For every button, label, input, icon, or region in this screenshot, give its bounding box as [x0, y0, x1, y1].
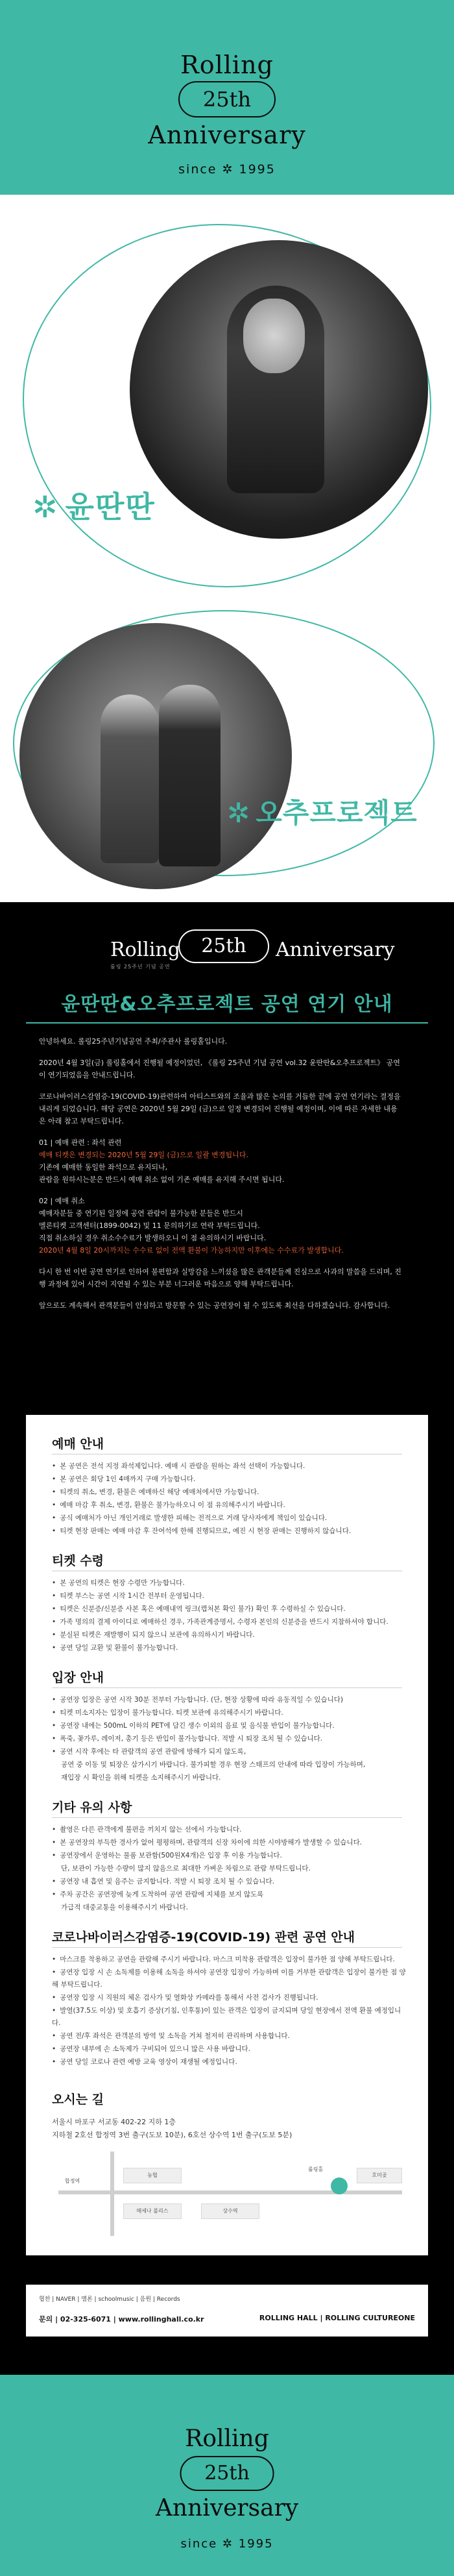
list-item: • 예매 마감 후 취소, 변경, 환불은 불가능하오니 이 점 유의해주시기 바랍니다.: [52, 1499, 409, 1512]
location-map[interactable]: [52, 2152, 405, 2236]
ticket-title: 티켓 수령: [52, 1554, 104, 1568]
brand-since: since ✲ 1995: [180, 2537, 274, 2551]
location-directions: 지하철 2호선 합정역 3번 출구(도보 10분), 6호선 상수역 1번 출구(도보 5분): [52, 2131, 293, 2139]
top-brand-band: [0, 0, 454, 195]
list-item: • 공연장 입장 시 손 소독제를 이용해 소독을 하셔야 공연장 입장이 가능하며 이를 거부한 관람객은 입장이 불가한 점 양해 부탁드립니다.: [52, 1967, 409, 1991]
notice-title: 윤딴딴&오추프로젝트 공연 연기 안내: [61, 993, 393, 1016]
notice-greeting: 안녕하세요. 롤링25주년기념공연 주최/주관사 롤링홀입니다.: [39, 1037, 228, 1046]
artist1-name-text: 윤딴딴: [65, 489, 156, 524]
map-label-sangsu: 상수역: [201, 2203, 259, 2219]
list-item: • 티켓 현장 판매는 예매 마감 후 잔여석에 한해 진행되므로, 예진 시 현장 판매는 진행하지 않습니다.: [52, 1525, 409, 1538]
list-item: • 공식 예매처가 아닌 개인거래로 발생한 피해는 전적으로 거래 당사자에게 책임이 있습니다.: [52, 1512, 409, 1525]
contact-info: 문의 | 02-325-6071 | www.rollinghall.co.kr: [39, 2315, 204, 2324]
item2-line1: 예매자분들 중 연기된 일정에 공연 관람이 불가능한 분들은 반드시: [39, 1209, 243, 1218]
list-item: 재입장 시 확인을 위해 티켓을 소지해주시기 바랍니다.: [61, 1774, 221, 1782]
list-item: • 본 공연은 전석 지정 좌석제입니다. 예매 시 관람을 원하는 좌석 선택이 가능합니다.: [52, 1460, 409, 1473]
map-label-nonghyup: 농협: [123, 2168, 182, 2183]
divider: [52, 1817, 402, 1818]
map-label-hapjeong: 합정역: [65, 2178, 80, 2184]
list-item: • 본 공연의 티켓은 현장 수령만 가능합니다.: [52, 1577, 409, 1589]
artist1-name: [32, 484, 156, 526]
notice-para1: 2020년 4월 3일(금) 롤링홀에서 진행될 예정이었던, 《롤링 25주년 기념 공연 vol.32 윤딴딴&오추프로젝트》 공연이 연기되었음을 안내드립니다.: [39, 1059, 400, 1079]
notice-body: [39, 1035, 402, 1321]
list-item: • 공연장에서 운영하는 물품 보관함(500원X4개)은 입장 후 이용 가능합니다.: [52, 1850, 409, 1862]
brand-rolling: Rolling: [185, 2425, 269, 2452]
sponsor-footer: [26, 2285, 428, 2337]
list-item: 가급적 대중교통을 이용해주시기 바랍니다.: [61, 1904, 188, 1911]
list-item: • 티켓 부스는 공연 시작 1시간 전부터 운영됩니다.: [52, 1590, 409, 1602]
brand-25th-badge: 25th: [180, 2456, 274, 2491]
brand-since: since ✲ 1995: [178, 162, 276, 177]
brand-anniversary: Anniversary: [276, 938, 395, 961]
item2-head: 02 | 예매 취소: [39, 1197, 85, 1205]
notice-item2: [39, 1195, 402, 1257]
list-item: 단, 보관이 가능한 수량이 많지 않음으로 최대한 가벼운 차림으로 관람 부탁드립니다.: [61, 1865, 311, 1872]
item1-head: 01 | 예매 관련 : 좌석 관련: [39, 1138, 122, 1147]
artist1-face: [243, 299, 305, 373]
brand-rolling: Rolling: [180, 51, 274, 79]
list-item: • 공연장 입장은 공연 시작 30분 전부터 가능합니다. (단, 현장 상황에 따라 유동적일 수 있습니다): [52, 1694, 409, 1706]
artist2-name: [227, 792, 418, 831]
list-item: • 폭죽, 꽃가루, 레이저, 총기 등은 반입이 불가능합니다. 적발 시 퇴장 조치 될 수 있습니다.: [52, 1733, 409, 1745]
divider: [26, 1022, 428, 1024]
list-item: • 공연장 입장 시 직원의 체온 검사가 및 열화상 카메라를 통해서 사전 검사가 진행됩니다.: [52, 1992, 409, 2004]
caution-title: 기타 유의 사항: [52, 1800, 132, 1815]
notice-section: [0, 902, 454, 2375]
map-label-mecenatpolis: 메세나 폴리스: [123, 2203, 182, 2219]
list-item: • 본 공연은 회당 1인 4매까지 구매 가능합니다.: [52, 1473, 409, 1486]
item1-line3: 관람을 원하시는분은 반드시 예매 취소 없이 기존 예매를 유지해 주시면 됩니다.: [39, 1175, 285, 1184]
list-item: • 티켓의 취소, 변경, 환불은 예매하신 해당 예매처에서만 가능합니다.: [52, 1486, 409, 1499]
location-address: 서울시 마포구 서교동 402-22 지하 1층: [52, 2118, 176, 2126]
divider: [52, 1947, 402, 1948]
list-item: • 공연 전/후 좌석은 관객분의 방역 및 소독을 거쳐 철저히 관리하며 사용합니다.: [52, 2030, 409, 2042]
list-item: • 본 공연장의 부득한 경사가 없어 평평하며, 관람객의 신장 차이에 의한 시야방해가 발생할 수 있습니다.: [52, 1837, 409, 1849]
artist-photo-section: [0, 195, 454, 902]
item1-line2: 기존에 예매한 동일한 좌석으로 유지되나,: [39, 1163, 168, 1171]
list-item: 공연 중 이동 및 퇴장은 삼가시기 바랍니다. 불가피할 경우 현장 스태프의 안내에 따라 입장이 가능하며,: [61, 1761, 366, 1769]
brand-subtitle: 롤링 25주년 기념 공연: [110, 964, 171, 970]
covid-title: 코로나바이러스감염증-19(COVID-19) 관련 공연 안내: [52, 1930, 355, 1944]
list-item: • 가족 명의의 결제 아이디로 예매하신 경우, 가족관계증명서, 수령자 본인의 신분증을 반드시 지참하셔야 합니다.: [52, 1616, 409, 1628]
item1-line1: 예매 티켓은 변경되는 2020년 5월 29일 (금)으로 일괄 변경됩니다.: [39, 1151, 248, 1159]
caution-list: [52, 1824, 409, 1915]
list-item: • 공연장 내 흡연 및 음주는 금지합니다. 적발 시 퇴장 조치 될 수 있습니다.: [52, 1876, 409, 1888]
brand-anniversary: Anniversary: [155, 2495, 299, 2521]
map-label-homigot: 호미곶: [357, 2168, 402, 2183]
location-text: [52, 2116, 292, 2142]
item2-line2: 멜론티켓 고객센터(1899-0042) 및 11 문의하기로 연락 부탁드립니다.: [39, 1221, 260, 1230]
brand-rolling: Rolling: [110, 938, 180, 961]
star-icon: ✲: [227, 797, 251, 829]
reservation-list: [52, 1460, 409, 1538]
list-item: • 분실된 티켓은 재발행이 되지 않으니 보관에 유의하시기 바랍니다.: [52, 1629, 409, 1641]
map-label-rollinghall: 롤링홀: [308, 2166, 324, 2172]
entry-list: [52, 1694, 409, 1785]
divider: [52, 1687, 402, 1688]
map-pin-icon: [331, 2177, 348, 2194]
item2-line4: 2020년 4월 8일 20시까지는 수수료 없이 전액 환불이 가능하지만 이후에는 수수료가 발생합니다.: [39, 1246, 344, 1255]
bottom-brand-band: [0, 2375, 454, 2576]
artist2-photo: [19, 623, 292, 889]
notice-para3: 다시 한 번 이번 공연 연기로 인하여 불편함과 실망감을 느끼셨을 많은 관객분들께 진심으로 사과의 말씀을 드리며, 진행 과정에 있어 시간이 지연될 수 있는 부분 너그러운 마음으로 양해 부탁드립니다.: [39, 1268, 401, 1288]
item2-line3: 직접 취소하실 경우 취소수수료가 발생하오니 이 점 유의하시기 바랍니다.: [39, 1234, 267, 1242]
list-item: • 공연 당일 교환 및 환불이 불가능합니다.: [52, 1642, 409, 1654]
covid-list: [52, 1954, 409, 2069]
list-item: • 공연 당일 코로나 관련 예방 교육 영상이 재생될 예정입니다.: [52, 2056, 409, 2068]
list-item: • 공연장 내에는 500mL 이하의 PET에 담긴 생수 이외의 음료 및 음식물 반입이 불가능합니다.: [52, 1720, 409, 1732]
list-item: • 발열(37.5도 이상) 및 호흡기 증상(기침, 인후통)이 있는 관객은 입장이 금지되며 당일 현장에서 전액 환불 예정입니다.: [52, 2005, 409, 2030]
reservation-title: 예매 안내: [52, 1437, 104, 1451]
artist1-photo: [130, 240, 428, 539]
list-item: • 티켓 미소지자는 입장이 불가능합니다. 티켓 보관에 유의해주시기 바랍니다.: [52, 1707, 409, 1719]
list-item: • 마스크를 착용하고 공연을 관람해 주시기 바랍니다. 마스크 미착용 관람객은 입장이 불가한 점 양해 부탁드립니다.: [52, 1954, 409, 1966]
sponsor-logos: 협찬 | NAVER | 멜론 | schoolmusic | 음원 | Records: [39, 2296, 180, 2303]
list-item: • 주차 공간은 공연장에 늦게 도착하여 공연 관람에 지체를 보지 않도록: [52, 1889, 409, 1901]
ticket-list: [52, 1577, 409, 1655]
artist2-figure-left: [101, 694, 159, 863]
brand-anniversary: Anniversary: [148, 121, 306, 149]
notice-para2: 코로나바이러스감염증-19(COVID-19)관련하여 아티스트와의 조율과 많은 논의를 거듭한 끝에 공연 연기라는 결정을 내리게 되었습니다. 해당 공연은 2020년 5월 29일 (금)으로 일정 변경되어 진행될 예정이며, 이에 따른 자세한 내용은 아래 참고 부탁드립니다.: [39, 1092, 401, 1125]
star-icon: ✲: [32, 489, 59, 524]
map-road: [110, 2152, 114, 2236]
list-item: • 촬영은 다른 관객에게 불편을 끼치지 않는 선에서 가능합니다.: [52, 1824, 409, 1836]
brand-25th-badge: 25th: [178, 929, 269, 963]
list-item: • 공연장 내부에 손 소독제가 구비되어 있으니 많은 사용 바랍니다.: [52, 2043, 409, 2055]
notice-item1: [39, 1136, 402, 1186]
list-item: • 티켓은 신분증/신분증 사본 혹은 예매내역 링크(캡처본 확인 불가) 확인 후 수령하실 수 있습니다.: [52, 1603, 409, 1615]
dark-brand-logo: [0, 929, 454, 968]
list-item: • 공연 시작 후에는 타 관람객의 공연 관람에 방해가 되지 않도록,: [52, 1746, 409, 1758]
artist2-figure-right: [159, 685, 221, 866]
entry-title: 입장 안내: [52, 1671, 104, 1685]
artist2-name-text: 오추프로젝트: [256, 797, 418, 829]
notice-para4: 앞으로도 계속해서 관객분들이 안심하고 방문할 수 있는 공연장이 될 수 있도록 최선을 다하겠습니다. 감사합니다.: [39, 1301, 390, 1310]
location-title: 오시는 길: [52, 2092, 104, 2107]
brand-25th-badge: 25th: [178, 81, 276, 117]
info-panel: [26, 1415, 428, 2255]
organizer-logo: ROLLING HALL | ROLLING CULTUREONE: [259, 2314, 415, 2322]
